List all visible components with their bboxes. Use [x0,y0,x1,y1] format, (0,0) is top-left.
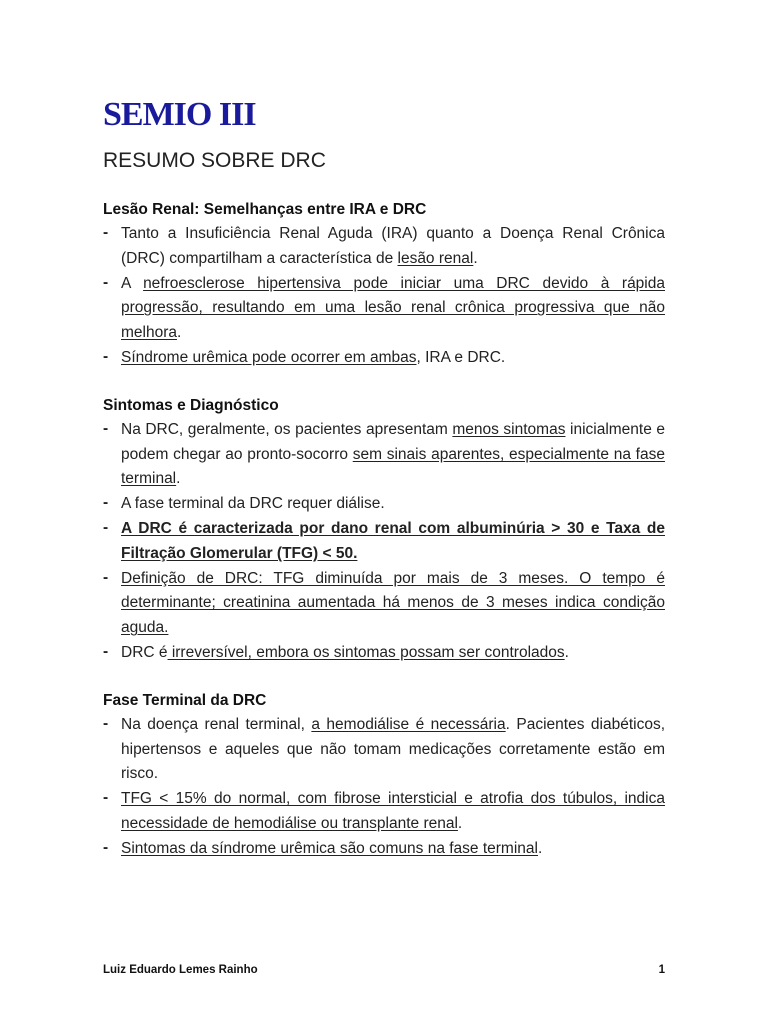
text-segment: . [177,324,182,342]
underlined-text: lesão renal [397,249,474,267]
underlined-text: Sintomas da síndrome urêmica são comuns na fase terminal [121,839,538,857]
text-segment: . [564,643,569,661]
text-segment: , IRA e DRC. [416,348,506,366]
document-title: SEMIO III [103,96,256,133]
page-number: 1 [658,964,665,976]
bullet-dash: - [103,642,109,660]
bullet-dash: - [103,419,109,437]
list-item [103,837,665,862]
bullet-dash: - [103,494,109,512]
text-segment: DRC é [121,643,168,661]
list-item [103,517,665,567]
bullet-dash: - [103,714,109,732]
text-segment: . [176,470,181,488]
underlined-text: TFG < 15% do normal, com fibrose intersticial e atrofia dos túbulos, indica necessidade de hemodiálise ou transplante renal [121,790,665,832]
list-item [103,346,665,371]
list-item [103,787,665,837]
text-segment: Na DRC, geralmente, os pacientes apresentam [121,420,453,438]
text-segment: Na doença renal terminal, [121,715,312,733]
footer-author: Luiz Eduardo Lemes Rainho [103,964,258,976]
list-item [103,272,665,346]
list-item [103,567,665,641]
bullet-list [103,222,665,371]
bullet-dash: - [103,518,109,536]
section-lesao-renal [103,198,665,371]
bullet-dash: - [103,568,109,586]
document-subtitle: RESUMO SOBRE DRC [103,149,326,172]
text-segment: A [121,274,144,292]
text-segment: . [457,814,463,832]
bullet-dash: - [103,224,109,241]
bullet-list [103,713,665,862]
section-heading: Fase Terminal da DRC [103,691,267,709]
text-segment: . Pacientes diabéticos, hipertensos e aqueles que não tomam medicações corretamente estão em risco. [121,715,665,783]
underlined-text: Síndrome urêmica pode ocorrer em ambas [121,348,417,366]
underlined-text: Definição de DRC: TFG diminuída por mais de 3 meses. O tempo é determinante; creatinina aumentada há menos de 3 meses indica condição aguda. [121,569,665,637]
underlined-text: a hemodiálise é necessária [311,715,506,733]
bullet-list [103,418,665,666]
list-item [103,418,665,492]
section-heading: Sintomas e Diagnóstico [103,396,279,414]
bullet-dash: - [103,789,109,807]
underlined-text: A DRC é caracterizada por dano renal com albuminúria > 30 e Taxa de Filtração Glomerular (TFG) < 50. [121,519,665,562]
list-item [103,641,665,666]
text-segment: A fase terminal da DRC requer diálise. [121,495,385,513]
text-segment: . [473,249,478,267]
text-segment: inicialmente e podem chegar ao pronto-socorro [121,420,666,463]
list-item [103,492,665,517]
underlined-text: irreversível, embora os sintomas possam ser controlados [167,643,565,661]
bullet-dash: - [103,347,109,365]
underlined-text: menos sintomas [452,420,566,438]
section-heading: Lesão Renal: Semelhanças entre IRA e DRC [103,201,427,218]
page-footer [103,964,665,976]
bullet-dash: - [103,838,109,856]
bullet-dash: - [103,273,109,291]
list-item [103,713,665,787]
underlined-text: sem sinais aparentes, especialmente na fase terminal [121,445,665,488]
underlined-text: nefroesclerose hipertensiva pode iniciar uma DRC devido à rápida progressão, resultando em uma lesão renal crônica progressiva que não melhora [121,274,665,342]
document-page [103,95,665,862]
text-segment: . [537,839,543,857]
list-item [103,222,665,272]
section-fase-terminal [103,689,665,862]
text-segment: Tanto a Insuficiência Renal Aguda (IRA) quanto a Doença Renal Crônica (DRC) compartilham a característica de [121,225,665,267]
section-sintomas-diagnostico [103,394,665,666]
